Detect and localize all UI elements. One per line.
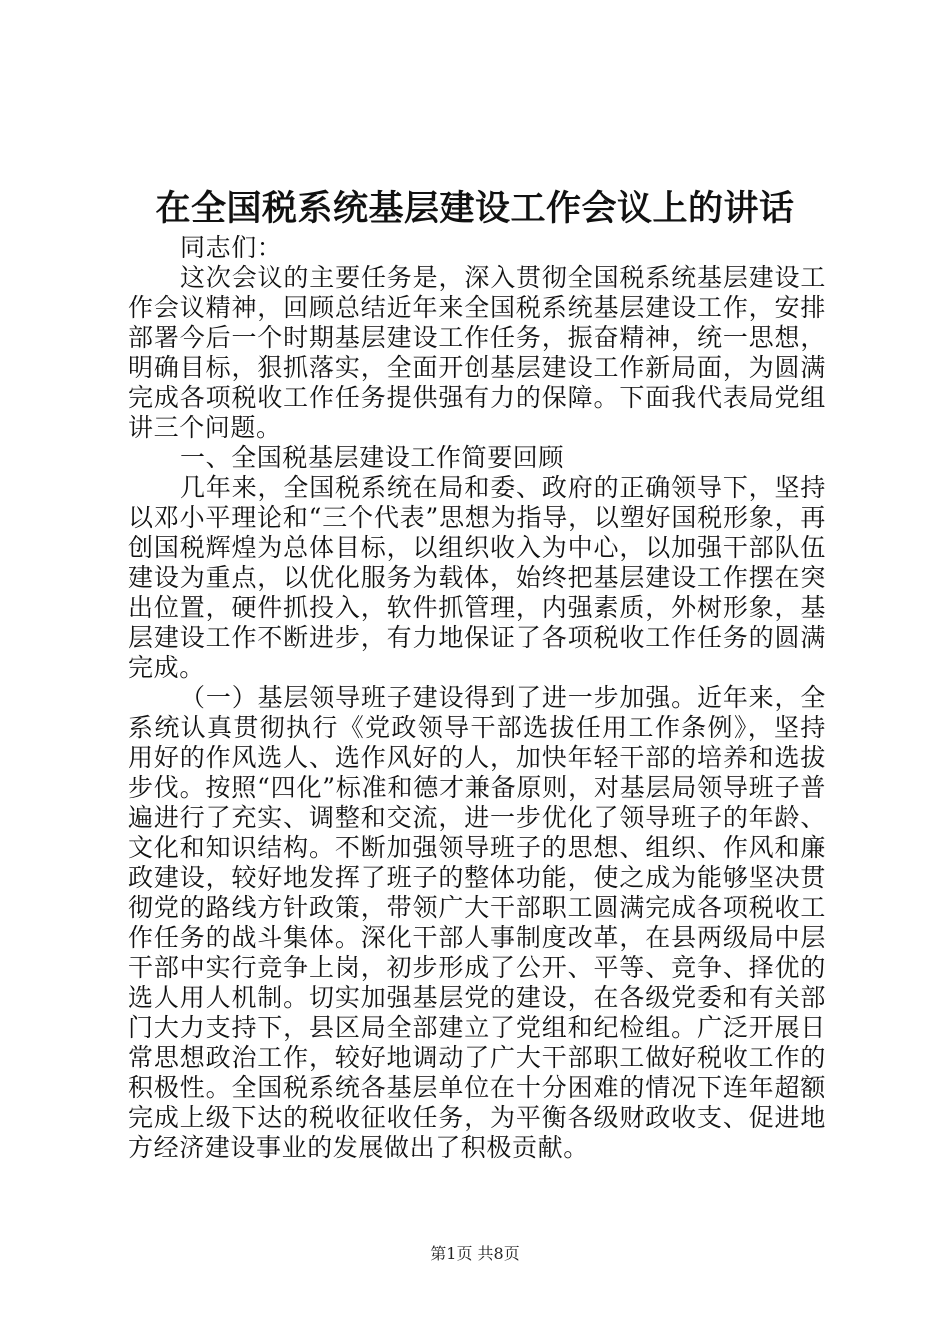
- body-paragraph: 这次会议的主要任务是，深入贯彻全国税系统基层建设工作会议精神，回顾总结近年来全国税系统基层建设工作，安排部署今后一个时期基层建设工作任务，振奋精神，统一思想，明确目标，狠抓落实，全面开创基层建设工作新局面，为圆满完成各项税收工作任务提供强有力的保障。下面我代表局党组讲三个问题。: [128, 263, 826, 442]
- body-paragraph: 几年来，全国税系统在局和委、政府的正确领导下，坚持以邓小平理论和“三个代表”思想为指导，以塑好国税形象，再创国税辉煌为总体目标，以组织收入为中心，以加强干部队伍建设为重点，以优化服务为载体，始终把基层建设工作摆在突出位置，硬件抓投入，软件抓管理，内强素质，外树形象，基层建设工作不断进步，有力地保证了各项税收工作任务的圆满完成。: [128, 473, 826, 682]
- document-title: 在全国税系统基层建设工作会议上的讲话: [155, 189, 795, 229]
- salutation-paragraph: 同志们：: [180, 233, 283, 262]
- body-paragraph: （一）基层领导班子建设得到了进一步加强。近年来，全系统认真贯彻执行《党政领导干部选拔任用工作条例》，坚持用好的作风选人、选作风好的人，加快年轻干部的培养和选拔步伐。按照“四化”标准和德才兼备原则，对基层局领导班子普遍进行了充实、调整和交流，进一步优化了领导班子的年龄、文化和知识结构。不断加强领导班子的思想、组织、作风和廉政建设，较好地发挥了班子的整体功能，使之成为能够坚决贯彻党的路线方针政策，带领广大干部职工圆满完成各项税收工作任务的战斗集体。深化干部人事制度改革，在县两级局中层干部中实行竞争上岗，初步形成了公开、平等、竞争、择优的选人用人机制。切实加强基层党的建设，在各级党委和有关部门大力支持下，县区局全部建立了党组和纪检组。广泛开展日常思想政治工作，较好地调动了广大干部职工做好税收工作的积极性。全国税系统各基层单位在十分困难的情况下连年超额完成上级下达的税收征收任务，为平衡各级财政收支、促进地方经济建设事业的发展做出了积极贡献。: [128, 683, 826, 1162]
- section-heading: 一、全国税基层建设工作简要回顾: [180, 443, 565, 472]
- document-body: [128, 233, 826, 1163]
- page-number-footer: 第1页 共8页: [430, 1244, 520, 1263]
